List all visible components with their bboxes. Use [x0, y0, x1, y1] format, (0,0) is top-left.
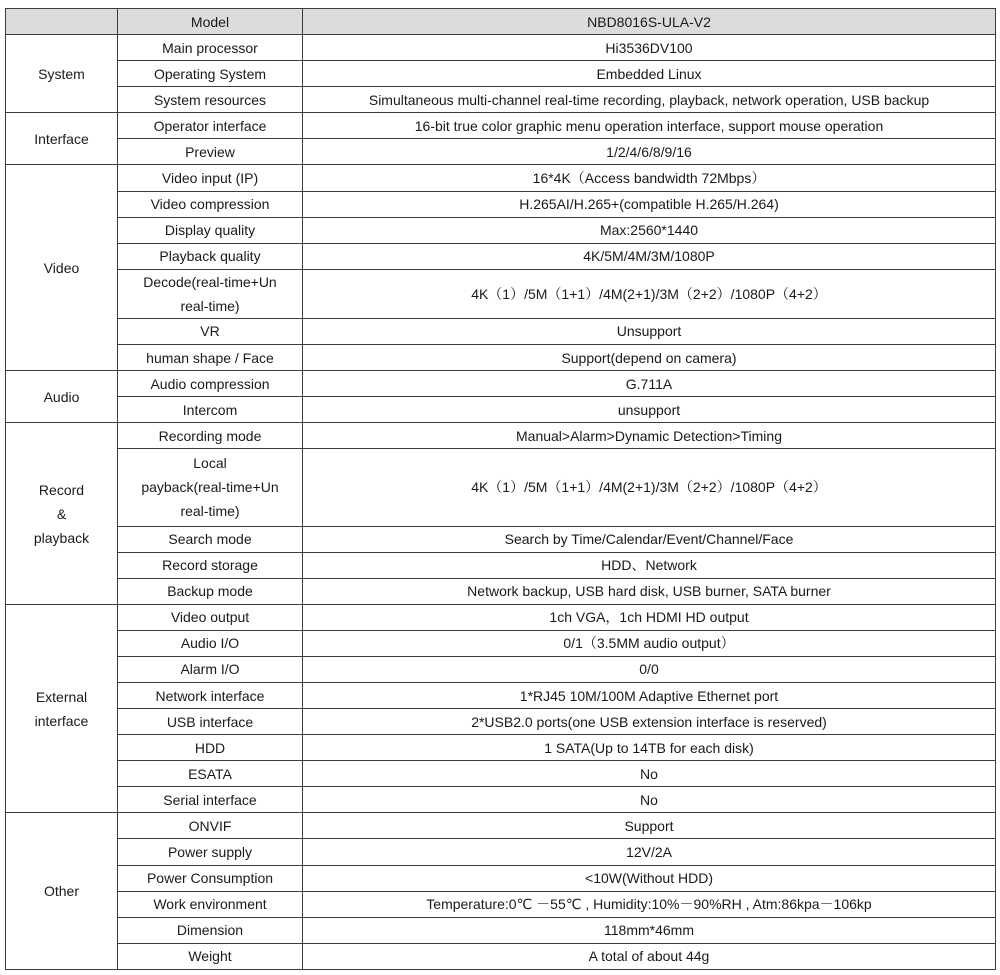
spec-value: 2*USB2.0 ports(one USB extension interface is reserved)	[303, 709, 996, 735]
table-row	[6, 604, 996, 630]
spec-value: No	[303, 787, 996, 813]
spec-label: human shape / Face	[118, 345, 303, 371]
spec-value: 4K（1）/5M（1+1）/4M(2+1)/3M（2+2）/1080P（4+2）	[303, 269, 996, 318]
spec-value: 1*RJ45 10M/100M Adaptive Ethernet port	[303, 683, 996, 709]
spec-label: Power supply	[118, 839, 303, 865]
table-row	[6, 526, 996, 552]
spec-label: Operator interface	[118, 113, 303, 139]
table-row	[6, 787, 996, 813]
spec-value: Temperature:0℃ －55℃ , Humidity:10%－90%RH , Atm:86kpa－106kp	[303, 891, 996, 917]
spec-label: VR	[118, 318, 303, 344]
table-row	[6, 813, 996, 839]
group-label-external-interface: External interface	[6, 604, 118, 813]
table-row	[6, 943, 996, 969]
table-row	[6, 891, 996, 917]
spec-label: Main processor	[118, 35, 303, 61]
spec-value: Hi3536DV100	[303, 35, 996, 61]
table-row	[6, 735, 996, 761]
spec-label: Audio I/O	[118, 630, 303, 656]
spec-value: 1 SATA(Up to 14TB for each disk)	[303, 735, 996, 761]
spec-value: 1ch VGA，1ch HDMI HD output	[303, 604, 996, 630]
table-row	[6, 709, 996, 735]
spec-label: Video input (IP)	[118, 165, 303, 191]
spec-label: Serial interface	[118, 787, 303, 813]
spec-label: Record storage	[118, 552, 303, 578]
spec-label: System resources	[118, 87, 303, 113]
spec-label: Work environment	[118, 891, 303, 917]
table-row	[6, 243, 996, 269]
spec-value: Embedded Linux	[303, 61, 996, 87]
table-row	[6, 423, 996, 449]
spec-value: Max:2560*1440	[303, 217, 996, 243]
spec-value: 4K/5M/4M/3M/1080P	[303, 243, 996, 269]
table-row	[6, 917, 996, 943]
spec-value: 16*4K（Access bandwidth 72Mbps）	[303, 165, 996, 191]
table-row	[6, 318, 996, 344]
spec-label: Power Consumption	[118, 865, 303, 891]
table-row	[6, 61, 996, 87]
table-row	[6, 839, 996, 865]
spec-value: HDD、Network	[303, 552, 996, 578]
spec-label: Dimension	[118, 917, 303, 943]
spec-value: <10W(Without HDD)	[303, 865, 996, 891]
spec-value: 16-bit true color graphic menu operation interface, support mouse operation	[303, 113, 996, 139]
spec-value: 1/2/4/6/8/9/16	[303, 139, 996, 165]
table-row	[6, 87, 996, 113]
spec-label: ONVIF	[118, 813, 303, 839]
spec-value: unsupport	[303, 397, 996, 423]
group-label-system: System	[6, 35, 118, 113]
table-row	[6, 683, 996, 709]
table-row	[6, 397, 996, 423]
table-row	[6, 865, 996, 891]
spec-label: Display quality	[118, 217, 303, 243]
table-row	[6, 35, 996, 61]
table-row	[6, 371, 996, 397]
spec-value: 0/0	[303, 656, 996, 682]
spec-value: Simultaneous multi-channel real-time recording, playback, network operation, USB backup	[303, 87, 996, 113]
table-row	[6, 630, 996, 656]
spec-label: Backup mode	[118, 578, 303, 604]
spec-value: Search by Time/Calendar/Event/Channel/Face	[303, 526, 996, 552]
spec-value: A total of about 44g	[303, 943, 996, 969]
spec-value: G.711A	[303, 371, 996, 397]
spec-label: Operating System	[118, 61, 303, 87]
spec-label: ESATA	[118, 761, 303, 787]
group-label-audio: Audio	[6, 371, 118, 423]
spec-label: Audio compression	[118, 371, 303, 397]
table-row	[6, 217, 996, 243]
spec-label: Intercom	[118, 397, 303, 423]
table-row	[6, 578, 996, 604]
spec-label: Video output	[118, 604, 303, 630]
spec-value: 0/1（3.5MM audio output）	[303, 630, 996, 656]
spec-table	[5, 8, 996, 970]
header-model-value: NBD8016S-ULA-V2	[303, 9, 996, 35]
spec-label: Network interface	[118, 683, 303, 709]
spec-label: Local payback(real-time+Un real-time)	[118, 449, 303, 526]
group-label-other: Other	[6, 813, 118, 970]
table-row	[6, 165, 996, 191]
table-row	[6, 345, 996, 371]
spec-value: Support	[303, 813, 996, 839]
spec-label: Video compression	[118, 191, 303, 217]
group-label-interface: Interface	[6, 113, 118, 165]
table-row	[6, 139, 996, 165]
spec-value: 118mm*46mm	[303, 917, 996, 943]
spec-value: Network backup, USB hard disk, USB burner, SATA burner	[303, 578, 996, 604]
spec-label: Search mode	[118, 526, 303, 552]
spec-value: Unsupport	[303, 318, 996, 344]
spec-label: Decode(real-time+Un real-time)	[118, 269, 303, 318]
table-row	[6, 656, 996, 682]
table-row	[6, 113, 996, 139]
spec-value: 12V/2A	[303, 839, 996, 865]
table-row	[6, 449, 996, 526]
group-label-video: Video	[6, 165, 118, 371]
spec-label: Alarm I/O	[118, 656, 303, 682]
table-row	[6, 552, 996, 578]
spec-value: H.265AI/H.265+(compatible H.265/H.264)	[303, 191, 996, 217]
header-cell-blank	[6, 9, 118, 35]
header-row	[6, 9, 996, 35]
spec-value: Manual>Alarm>Dynamic Detection>Timing	[303, 423, 996, 449]
spec-label: Playback quality	[118, 243, 303, 269]
spec-label: USB interface	[118, 709, 303, 735]
spec-label: HDD	[118, 735, 303, 761]
header-model-label: Model	[118, 9, 303, 35]
spec-value: No	[303, 761, 996, 787]
table-row	[6, 191, 996, 217]
spec-label: Preview	[118, 139, 303, 165]
spec-value: Support(depend on camera)	[303, 345, 996, 371]
spec-value: 4K（1）/5M（1+1）/4M(2+1)/3M（2+2）/1080P（4+2）	[303, 449, 996, 526]
table-row	[6, 761, 996, 787]
spec-label: Recording mode	[118, 423, 303, 449]
spec-label: Weight	[118, 943, 303, 969]
group-label-record-playback: Record & playback	[6, 423, 118, 605]
table-row	[6, 269, 996, 318]
